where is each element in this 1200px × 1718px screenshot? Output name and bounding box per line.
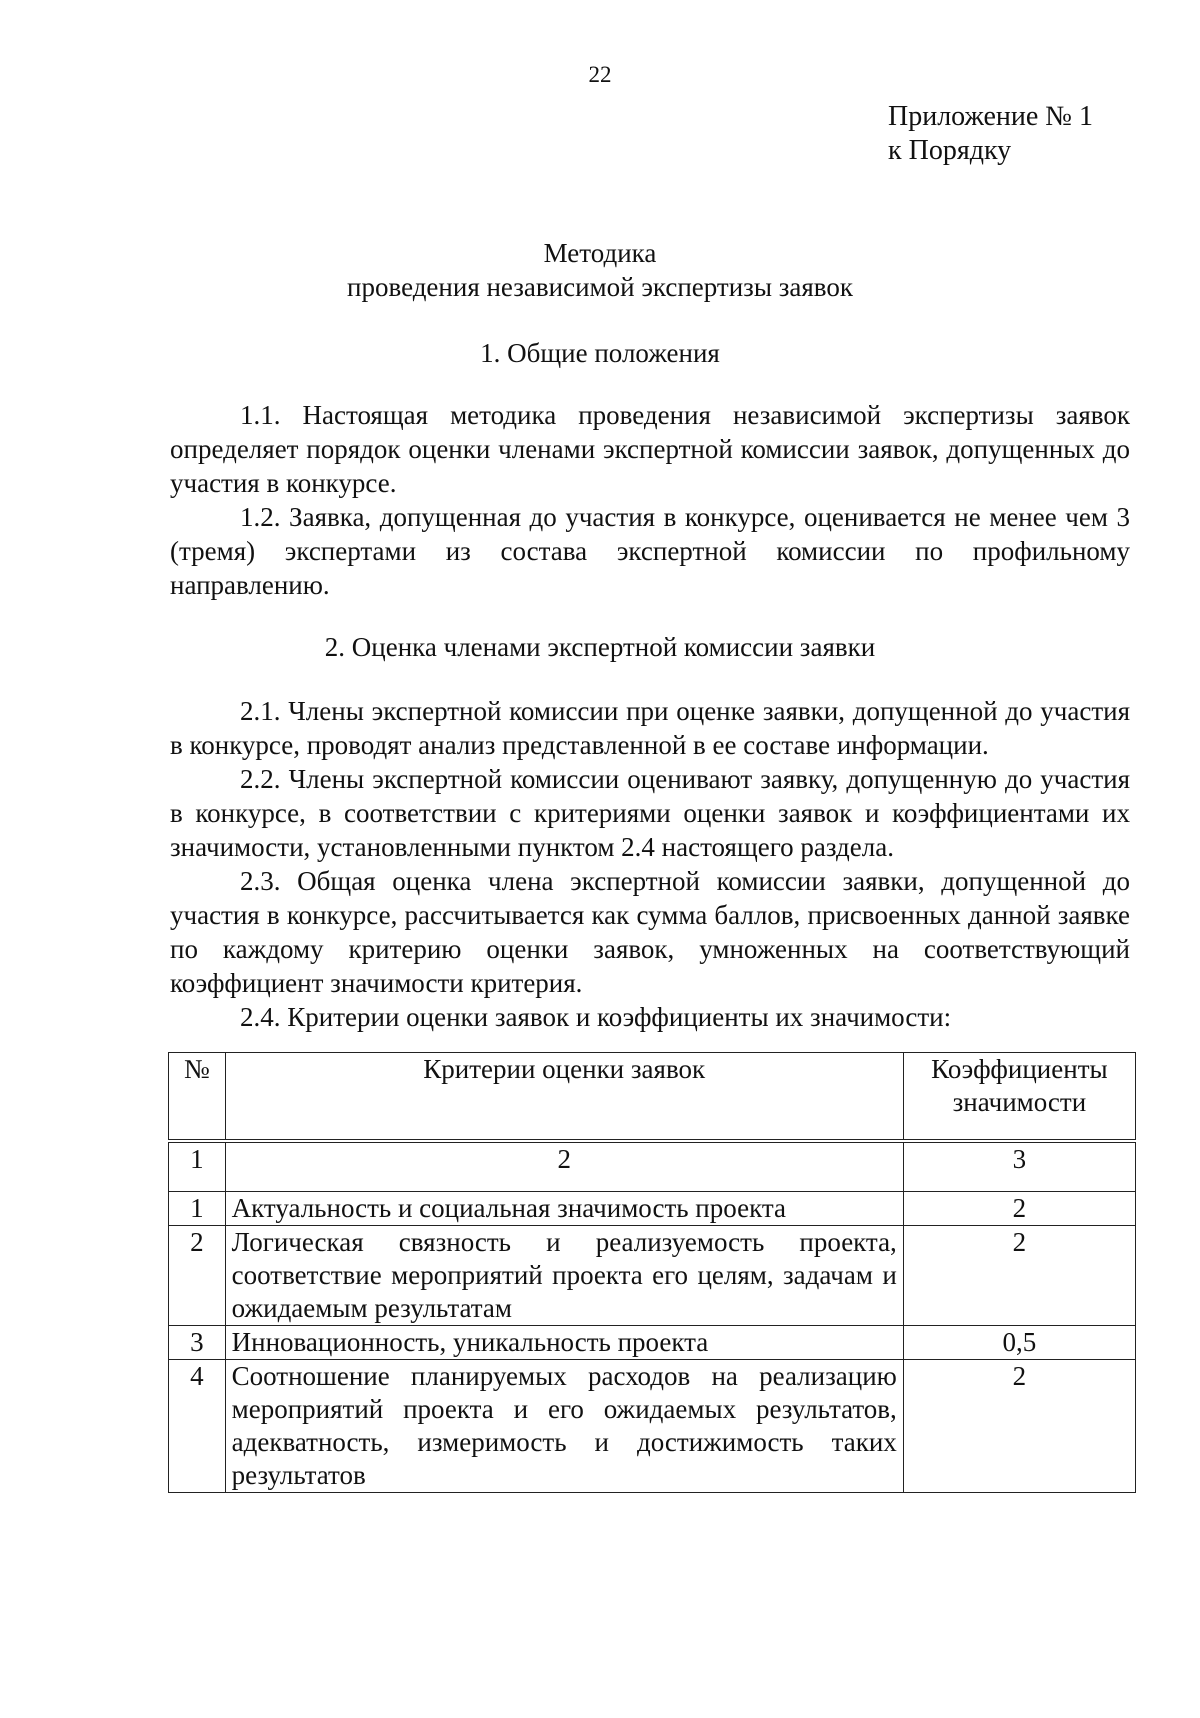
paragraph-2-3: 2.3. Общая оценка члена экспертной комиссии заявки, допущенной до участия в конкурсе, рассчитывается как сумма баллов, присвоенных данной заявке по каждому критерию оценки заявок, умноженных на соответствующий коэффициент значимости критерия. (170, 866, 1130, 998)
row-coefficient: 2 (903, 1360, 1135, 1493)
row-criterion: Соотношение планируемых расходов на реализацию мероприятий проекта и его ожидаемых результатов, адекватность, измеримость и достижимость таких результатов (225, 1360, 903, 1493)
paragraph-2-1: 2.1. Члены экспертной комиссии при оценке заявки, допущенной до участия в конкурсе, проводят анализ представленной в ее составе информации. (170, 696, 1130, 760)
paragraph-2-4: 2.4. Критерии оценки заявок и коэффициенты их значимости: (240, 1002, 952, 1032)
table-row (169, 1360, 1136, 1493)
paragraph-1-2: 1.2. Заявка, допущенная до участия в конкурсе, оценивается не менее чем 3 (тремя) экспертами из состава экспертной комиссии по профильному направлению. (170, 502, 1130, 600)
header-criteria: Критерии оценки заявок (225, 1053, 903, 1142)
table-row (169, 1192, 1136, 1226)
header-no: № (169, 1053, 226, 1142)
appendix-line-2: к Порядку (888, 135, 1012, 166)
appendix-line-1: Приложение № 1 (888, 101, 1093, 132)
column-number-1: 1 (169, 1141, 226, 1192)
column-number-2: 2 (225, 1141, 903, 1192)
table-row (169, 1326, 1136, 1360)
row-coefficient: 2 (903, 1226, 1135, 1326)
row-criterion: Инновационность, уникальность проекта (225, 1326, 903, 1360)
paragraph-1-1: 1.1. Настоящая методика проведения независимой экспертизы заявок определяет порядок оценки членами экспертной комиссии заявок, допущенных до участия в конкурсе. (170, 400, 1130, 498)
row-number: 2 (169, 1226, 226, 1326)
table-row (169, 1226, 1136, 1326)
row-coefficient: 2 (903, 1192, 1135, 1226)
row-criterion: Актуальность и социальная значимость проекта (225, 1192, 903, 1226)
document-title-line-2: проведения независимой экспертизы заявок (347, 272, 853, 302)
appendix-note (888, 100, 1093, 168)
row-number: 4 (169, 1360, 226, 1493)
section-2-body (170, 694, 1130, 1034)
header-coefficients: Коэффициенты значимости (903, 1053, 1135, 1142)
section-1-heading: 1. Общие положения (480, 338, 720, 368)
document-title-line-1: Методика (543, 238, 657, 268)
section-2-heading: 2. Оценка членами экспертной комиссии заявки (324, 632, 876, 662)
criteria-table (168, 1052, 1136, 1493)
column-number-3: 3 (903, 1141, 1135, 1192)
column-number-row (169, 1141, 1136, 1192)
page-number: 22 (588, 62, 612, 87)
table-header-row (169, 1053, 1136, 1142)
row-coefficient: 0,5 (903, 1326, 1135, 1360)
row-number: 1 (169, 1192, 226, 1226)
paragraph-2-2: 2.2. Члены экспертной комиссии оценивают заявку, допущенную до участия в конкурсе, в соответствии с критериями оценки заявок и коэффициентами их значимости, установленными пунктом 2.4 настоящего раздела. (170, 764, 1130, 862)
row-criterion: Логическая связность и реализуемость проекта, соответствие мероприятий проекта его целям, задачам и ожидаемым результатам (225, 1226, 903, 1326)
row-number: 3 (169, 1326, 226, 1360)
section-1-body (170, 398, 1130, 602)
